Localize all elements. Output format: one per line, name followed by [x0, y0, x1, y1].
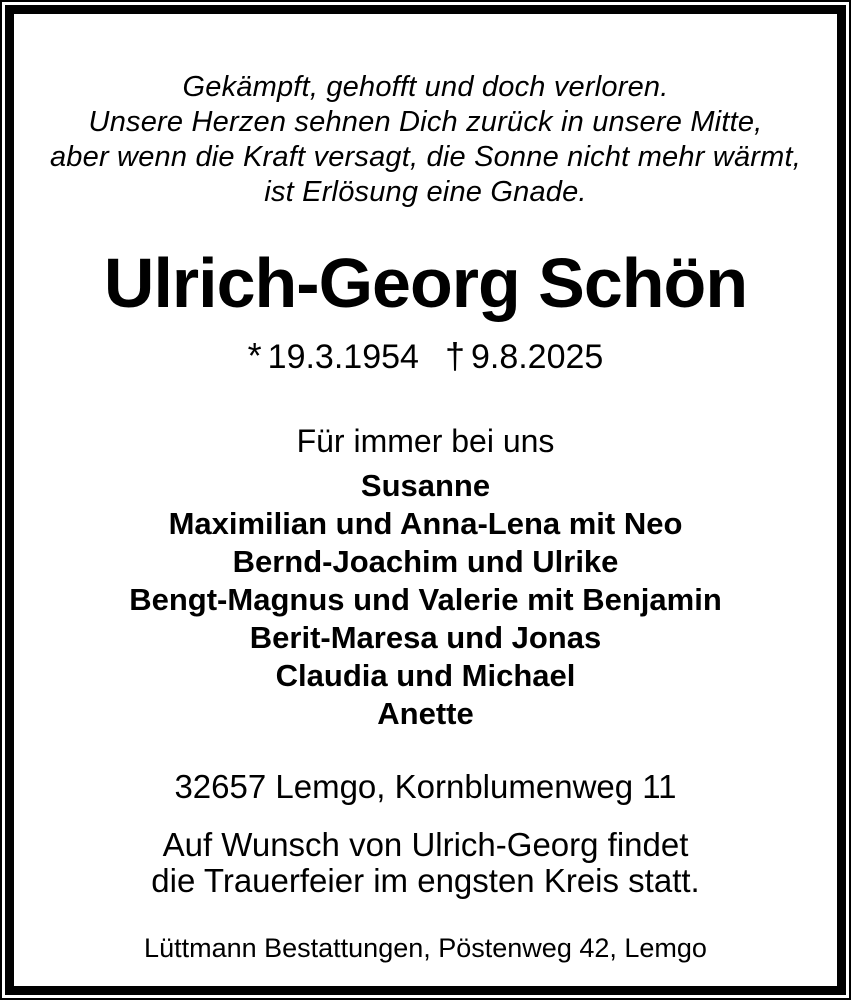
- death-date-group: [444, 335, 604, 376]
- mourner-line: Susanne: [360, 468, 491, 503]
- mourner-line: Bernd-Joachim und Ulrike: [232, 544, 619, 579]
- mourning-intro: Für immer bei uns: [296, 423, 555, 459]
- family-address: 32657 Lemgo, Kornblumenweg 11: [174, 768, 677, 805]
- mourner-line: Maximilian und Anna-Lena mit Neo: [168, 506, 683, 541]
- death-date: 9.8.2025: [470, 338, 604, 376]
- mourner-line: Bengt-Magnus und Valerie mit Benjamin: [129, 582, 722, 617]
- mourners-list: [14, 467, 837, 733]
- poem-line: ist Erlösung eine Gnade.: [264, 176, 587, 208]
- birth-date-group: [247, 335, 419, 376]
- mourner-line: Claudia und Michael: [275, 658, 576, 693]
- mourner-line: Anette: [377, 696, 474, 731]
- funeral-note-line: Auf Wunsch von Ulrich-Georg findet: [162, 826, 689, 863]
- life-dates: [14, 334, 837, 379]
- poem-line: Unsere Herzen sehnen Dich zurück in unsere Mitte,: [88, 106, 763, 138]
- birth-date: 19.3.1954: [267, 338, 419, 376]
- poem-line: aber wenn die Kraft versagt, die Sonne nicht mehr wärmt,: [49, 141, 802, 173]
- funeral-service-note: [14, 827, 837, 899]
- funeral-note-line: die Trauerfeier im engsten Kreis statt.: [151, 862, 700, 899]
- funeral-home-info: Lüttmann Bestattungen, Pöstenweg 42, Lemgo: [144, 933, 707, 963]
- poem-line: Gekämpft, gehofft und doch verloren.: [182, 71, 669, 103]
- mourner-line: Berit-Maresa und Jonas: [249, 620, 602, 655]
- birth-star-symbol: *: [247, 335, 262, 376]
- deceased-name: Ulrich-Georg Schön: [103, 244, 748, 322]
- memorial-poem: [14, 14, 837, 210]
- death-cross-symbol: †: [444, 335, 465, 376]
- notice-content: [14, 14, 837, 986]
